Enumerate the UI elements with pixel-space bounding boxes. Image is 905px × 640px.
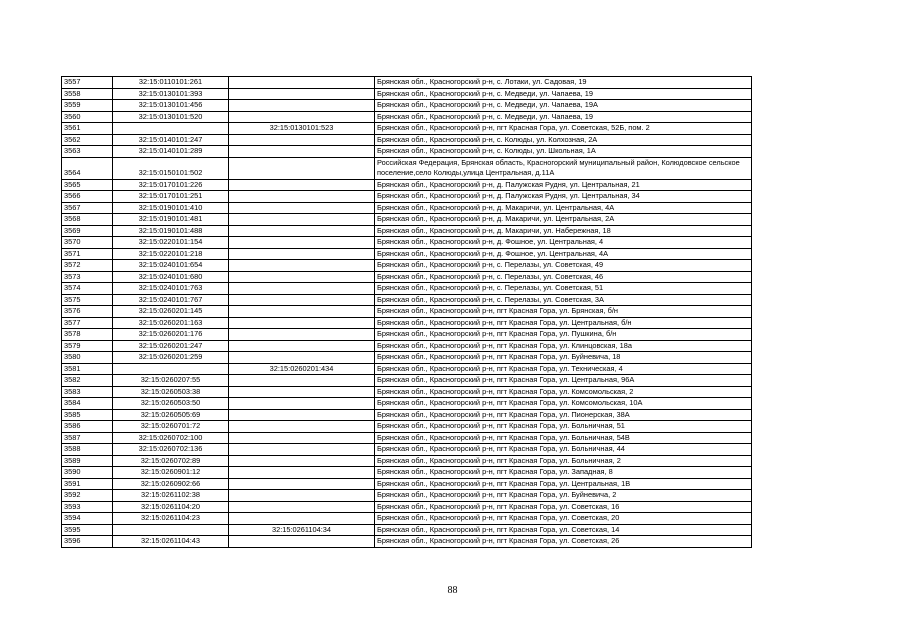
- cadastral-number-cell: 32:15:0240101:763: [113, 283, 229, 295]
- table-row: [62, 455, 752, 467]
- table-row: [62, 134, 752, 146]
- row-number-cell: 3562: [62, 134, 113, 146]
- address-cell: Брянская обл., Красногорский р-н, пгт Красная Гора, ул. Больничная, 2: [375, 455, 752, 467]
- row-number-cell: 3594: [62, 513, 113, 525]
- cadastral-number-cell: 32:15:0140101:247: [113, 134, 229, 146]
- table-row: [62, 524, 752, 536]
- row-number-cell: 3573: [62, 271, 113, 283]
- table-row: [62, 146, 752, 158]
- parent-cadastral-number-cell: [229, 329, 375, 341]
- address-cell: Брянская обл., Красногорский р-н, д. Фошное, ул. Центральная, 4А: [375, 248, 752, 260]
- row-number-cell: 3577: [62, 317, 113, 329]
- row-number-cell: 3557: [62, 77, 113, 89]
- row-number-cell: 3558: [62, 88, 113, 100]
- cadastral-number-cell: 32:15:0260702:100: [113, 432, 229, 444]
- table-row: [62, 317, 752, 329]
- row-number-cell: 3590: [62, 467, 113, 479]
- cadastral-number-cell: 32:15:0260201:176: [113, 329, 229, 341]
- parent-cadastral-number-cell: [229, 225, 375, 237]
- address-cell: Брянская обл., Красногорский р-н, пгт Красная Гора, ул. Больничная, 54В: [375, 432, 752, 444]
- table-row: [62, 432, 752, 444]
- property-register-table: [61, 76, 752, 548]
- address-cell: Российская Федерация, Брянская область, Красногорский муниципальный район, Колюдовское сельское поселение,село Колюды,улица Центральная, д.11А: [375, 157, 752, 179]
- cadastral-number-cell: 32:15:0260902:66: [113, 478, 229, 490]
- row-number-cell: 3593: [62, 501, 113, 513]
- cadastral-number-cell: 32:15:0130101:520: [113, 111, 229, 123]
- address-cell: Брянская обл., Красногорский р-н, с. Медведи, ул. Чапаева, 19: [375, 88, 752, 100]
- row-number-cell: 3584: [62, 398, 113, 410]
- row-number-cell: 3588: [62, 444, 113, 456]
- row-number-cell: 3570: [62, 237, 113, 249]
- parent-cadastral-number-cell: [229, 146, 375, 158]
- row-number-cell: 3571: [62, 248, 113, 260]
- parent-cadastral-number-cell: [229, 432, 375, 444]
- address-cell: Брянская обл., Красногорский р-н, пгт Красная Гора, ул. Центральная, б/н: [375, 317, 752, 329]
- cadastral-number-cell: 32:15:0130101:456: [113, 100, 229, 112]
- cadastral-number-cell: 32:15:0260503:50: [113, 398, 229, 410]
- row-number-cell: 3596: [62, 536, 113, 548]
- row-number-cell: 3585: [62, 409, 113, 421]
- cadastral-number-cell: 32:15:0260505:69: [113, 409, 229, 421]
- cadastral-number-cell: 32:15:0240101:680: [113, 271, 229, 283]
- parent-cadastral-number-cell: [229, 386, 375, 398]
- table-row: [62, 306, 752, 318]
- row-number-cell: 3572: [62, 260, 113, 272]
- table-row: [62, 352, 752, 364]
- cadastral-number-cell: [113, 363, 229, 375]
- parent-cadastral-number-cell: [229, 375, 375, 387]
- cadastral-number-cell: 32:15:0240101:654: [113, 260, 229, 272]
- row-number-cell: 3579: [62, 340, 113, 352]
- address-cell: Брянская обл., Красногорский р-н, пгт Красная Гора, ул. Советская, 26: [375, 536, 752, 548]
- table-row: [62, 271, 752, 283]
- address-cell: Брянская обл., Красногорский р-н, пгт Красная Гора, ул. Клинцовская, 18а: [375, 340, 752, 352]
- parent-cadastral-number-cell: [229, 134, 375, 146]
- cadastral-number-cell: 32:15:0220101:218: [113, 248, 229, 260]
- address-cell: Брянская обл., Красногорский р-н, пгт Красная Гора, ул. Центральная, 96А: [375, 375, 752, 387]
- address-cell: Брянская обл., Красногорский р-н, пгт Красная Гора, ул. Больничная, 44: [375, 444, 752, 456]
- cadastral-number-cell: 32:15:0260201:145: [113, 306, 229, 318]
- table-row: [62, 375, 752, 387]
- cadastral-number-cell: 32:15:0260503:38: [113, 386, 229, 398]
- address-cell: Брянская обл., Красногорский р-н, с. Перелазы, ул. Советская, 51: [375, 283, 752, 295]
- parent-cadastral-number-cell: [229, 111, 375, 123]
- parent-cadastral-number-cell: [229, 306, 375, 318]
- address-cell: Брянская обл., Красногорский р-н, с. Медведи, ул. Чапаева, 19А: [375, 100, 752, 112]
- address-cell: Брянская обл., Красногорский р-н, д. Палужская Рудня, ул. Центральная, 21: [375, 179, 752, 191]
- cadastral-number-cell: 32:15:0130101:393: [113, 88, 229, 100]
- row-number-cell: 3560: [62, 111, 113, 123]
- cadastral-number-cell: 32:15:0260702:89: [113, 455, 229, 467]
- parent-cadastral-number-cell: [229, 248, 375, 260]
- table-row: [62, 386, 752, 398]
- row-number-cell: 3591: [62, 478, 113, 490]
- address-cell: Брянская обл., Красногорский р-н, пгт Красная Гора, ул. Комсомольская, 10А: [375, 398, 752, 410]
- cadastral-number-cell: 32:15:0170101:251: [113, 191, 229, 203]
- table-row: [62, 77, 752, 89]
- address-cell: Брянская обл., Красногорский р-н, пгт Красная Гора, ул. Советская, 52Б, пом. 2: [375, 123, 752, 135]
- row-number-cell: 3580: [62, 352, 113, 364]
- cadastral-number-cell: 32:15:0110101:261: [113, 77, 229, 89]
- row-number-cell: 3576: [62, 306, 113, 318]
- cadastral-number-cell: 32:15:0260201:259: [113, 352, 229, 364]
- parent-cadastral-number-cell: [229, 455, 375, 467]
- parent-cadastral-number-cell: [229, 157, 375, 179]
- parent-cadastral-number-cell: 32:15:0260201:434: [229, 363, 375, 375]
- parent-cadastral-number-cell: [229, 317, 375, 329]
- parent-cadastral-number-cell: 32:15:0261104:34: [229, 524, 375, 536]
- table-row: [62, 191, 752, 203]
- parent-cadastral-number-cell: [229, 467, 375, 479]
- table-row: [62, 179, 752, 191]
- table-row: [62, 513, 752, 525]
- address-cell: Брянская обл., Красногорский р-н, пгт Красная Гора, ул. Брянская, б/н: [375, 306, 752, 318]
- parent-cadastral-number-cell: [229, 490, 375, 502]
- table-row: [62, 88, 752, 100]
- row-number-cell: 3583: [62, 386, 113, 398]
- parent-cadastral-number-cell: [229, 536, 375, 548]
- table-row: [62, 501, 752, 513]
- table-row: [62, 237, 752, 249]
- parent-cadastral-number-cell: [229, 294, 375, 306]
- cadastral-number-cell: 32:15:0260901:12: [113, 467, 229, 479]
- cadastral-number-cell: 32:15:0260207:55: [113, 375, 229, 387]
- table-row: [62, 214, 752, 226]
- address-cell: Брянская обл., Красногорский р-н, пгт Красная Гора, ул. Центральная, 1В: [375, 478, 752, 490]
- table-row: [62, 157, 752, 179]
- address-cell: Брянская обл., Красногорский р-н, пгт Красная Гора, ул. Комсомольская, 2: [375, 386, 752, 398]
- cadastral-number-cell: 32:15:0261104:43: [113, 536, 229, 548]
- row-number-cell: 3569: [62, 225, 113, 237]
- cadastral-number-cell: 32:15:0220101:154: [113, 237, 229, 249]
- table-row: [62, 467, 752, 479]
- row-number-cell: 3568: [62, 214, 113, 226]
- cadastral-number-cell: 32:15:0261104:20: [113, 501, 229, 513]
- property-register-body: [62, 77, 752, 548]
- address-cell: Брянская обл., Красногорский р-н, пгт Красная Гора, ул. Советская, 14: [375, 524, 752, 536]
- table-row: [62, 444, 752, 456]
- parent-cadastral-number-cell: [229, 179, 375, 191]
- parent-cadastral-number-cell: [229, 260, 375, 272]
- cadastral-number-cell: 32:15:0240101:767: [113, 294, 229, 306]
- address-cell: Брянская обл., Красногорский р-н, пгт Красная Гора, ул. Советская, 16: [375, 501, 752, 513]
- address-cell: Брянская обл., Красногорский р-н, с. Колюды, ул. Школьная, 1А: [375, 146, 752, 158]
- table-row: [62, 340, 752, 352]
- row-number-cell: 3564: [62, 157, 113, 179]
- cadastral-number-cell: 32:15:0260201:247: [113, 340, 229, 352]
- address-cell: Брянская обл., Красногорский р-н, д. Палужская Рудня, ул. Центральная, 34: [375, 191, 752, 203]
- row-number-cell: 3582: [62, 375, 113, 387]
- parent-cadastral-number-cell: [229, 88, 375, 100]
- row-number-cell: 3586: [62, 421, 113, 433]
- parent-cadastral-number-cell: [229, 501, 375, 513]
- parent-cadastral-number-cell: [229, 340, 375, 352]
- page-number: 88: [447, 585, 458, 596]
- address-cell: Брянская обл., Красногорский р-н, пгт Красная Гора, ул. Буйневича, 2: [375, 490, 752, 502]
- row-number-cell: 3565: [62, 179, 113, 191]
- table-row: [62, 536, 752, 548]
- cadastral-number-cell: 32:15:0170101:226: [113, 179, 229, 191]
- row-number-cell: 3574: [62, 283, 113, 295]
- parent-cadastral-number-cell: [229, 100, 375, 112]
- address-cell: Брянская обл., Красногорский р-н, д. Макаричи, ул. Центральная, 4А: [375, 202, 752, 214]
- row-number-cell: 3567: [62, 202, 113, 214]
- cadastral-number-cell: 32:15:0150101:502: [113, 157, 229, 179]
- address-cell: Брянская обл., Красногорский р-н, с. Колюды, ул. Колхозная, 2А: [375, 134, 752, 146]
- address-cell: Брянская обл., Красногорский р-н, с. Перелазы, ул. Советская, 3А: [375, 294, 752, 306]
- table-row: [62, 100, 752, 112]
- parent-cadastral-number-cell: [229, 283, 375, 295]
- cadastral-number-cell: 32:15:0261102:38: [113, 490, 229, 502]
- parent-cadastral-number-cell: [229, 271, 375, 283]
- parent-cadastral-number-cell: [229, 398, 375, 410]
- table-row: [62, 478, 752, 490]
- row-number-cell: 3592: [62, 490, 113, 502]
- cadastral-number-cell: [113, 524, 229, 536]
- parent-cadastral-number-cell: [229, 513, 375, 525]
- table-row: [62, 398, 752, 410]
- table-row: [62, 260, 752, 272]
- table-row: [62, 202, 752, 214]
- address-cell: Брянская обл., Красногорский р-н, пгт Красная Гора, ул. Пионерская, 38А: [375, 409, 752, 421]
- parent-cadastral-number-cell: [229, 191, 375, 203]
- address-cell: Брянская обл., Красногорский р-н, с. Лотаки, ул. Садовая, 19: [375, 77, 752, 89]
- cadastral-number-cell: 32:15:0260201:163: [113, 317, 229, 329]
- row-number-cell: 3566: [62, 191, 113, 203]
- parent-cadastral-number-cell: [229, 421, 375, 433]
- address-cell: Брянская обл., Красногорский р-н, с. Перелазы, ул. Советская, 49: [375, 260, 752, 272]
- address-cell: Брянская обл., Красногорский р-н, д. Макаричи, ул. Центральная, 2А: [375, 214, 752, 226]
- address-cell: Брянская обл., Красногорский р-н, д. Макаричи, ул. Набережная, 18: [375, 225, 752, 237]
- row-number-cell: 3578: [62, 329, 113, 341]
- table-row: [62, 329, 752, 341]
- row-number-cell: 3589: [62, 455, 113, 467]
- parent-cadastral-number-cell: [229, 409, 375, 421]
- table-row: [62, 248, 752, 260]
- table-row: [62, 225, 752, 237]
- address-cell: Брянская обл., Красногорский р-н, с. Перелазы, ул. Советская, 46: [375, 271, 752, 283]
- address-cell: Брянская обл., Красногорский р-н, пгт Красная Гора, ул. Техническая, 4: [375, 363, 752, 375]
- address-cell: Брянская обл., Красногорский р-н, пгт Красная Гора, ул. Советская, 20: [375, 513, 752, 525]
- row-number-cell: 3581: [62, 363, 113, 375]
- address-cell: Брянская обл., Красногорский р-н, пгт Красная Гора, ул. Пушкина, б/н: [375, 329, 752, 341]
- row-number-cell: 3561: [62, 123, 113, 135]
- table-row: [62, 294, 752, 306]
- cadastral-number-cell: 32:15:0190101:481: [113, 214, 229, 226]
- parent-cadastral-number-cell: [229, 444, 375, 456]
- parent-cadastral-number-cell: [229, 478, 375, 490]
- table-row: [62, 123, 752, 135]
- address-cell: Брянская обл., Красногорский р-н, пгт Красная Гора, ул. Западная, 8: [375, 467, 752, 479]
- cadastral-number-cell: 32:15:0190101:410: [113, 202, 229, 214]
- address-cell: Брянская обл., Красногорский р-н, с. Медведи, ул. Чапаева, 19: [375, 111, 752, 123]
- row-number-cell: 3587: [62, 432, 113, 444]
- table-row: [62, 283, 752, 295]
- cadastral-number-cell: 32:15:0140101:289: [113, 146, 229, 158]
- address-cell: Брянская обл., Красногорский р-н, пгт Красная Гора, ул. Больничная, 51: [375, 421, 752, 433]
- table-row: [62, 409, 752, 421]
- parent-cadastral-number-cell: [229, 77, 375, 89]
- parent-cadastral-number-cell: [229, 237, 375, 249]
- cadastral-number-cell: 32:15:0260702:136: [113, 444, 229, 456]
- row-number-cell: 3559: [62, 100, 113, 112]
- cadastral-number-cell: 32:15:0261104:23: [113, 513, 229, 525]
- row-number-cell: 3595: [62, 524, 113, 536]
- parent-cadastral-number-cell: [229, 352, 375, 364]
- parent-cadastral-number-cell: 32:15:0130101:523: [229, 123, 375, 135]
- table-row: [62, 111, 752, 123]
- row-number-cell: 3575: [62, 294, 113, 306]
- parent-cadastral-number-cell: [229, 214, 375, 226]
- cadastral-number-cell: 32:15:0260701:72: [113, 421, 229, 433]
- cadastral-number-cell: [113, 123, 229, 135]
- address-cell: Брянская обл., Красногорский р-н, д. Фошное, ул. Центральная, 4: [375, 237, 752, 249]
- table-row: [62, 363, 752, 375]
- parent-cadastral-number-cell: [229, 202, 375, 214]
- row-number-cell: 3563: [62, 146, 113, 158]
- table-row: [62, 421, 752, 433]
- cadastral-number-cell: 32:15:0190101:488: [113, 225, 229, 237]
- address-cell: Брянская обл., Красногорский р-н, пгт Красная Гора, ул. Буйневича, 18: [375, 352, 752, 364]
- table-row: [62, 490, 752, 502]
